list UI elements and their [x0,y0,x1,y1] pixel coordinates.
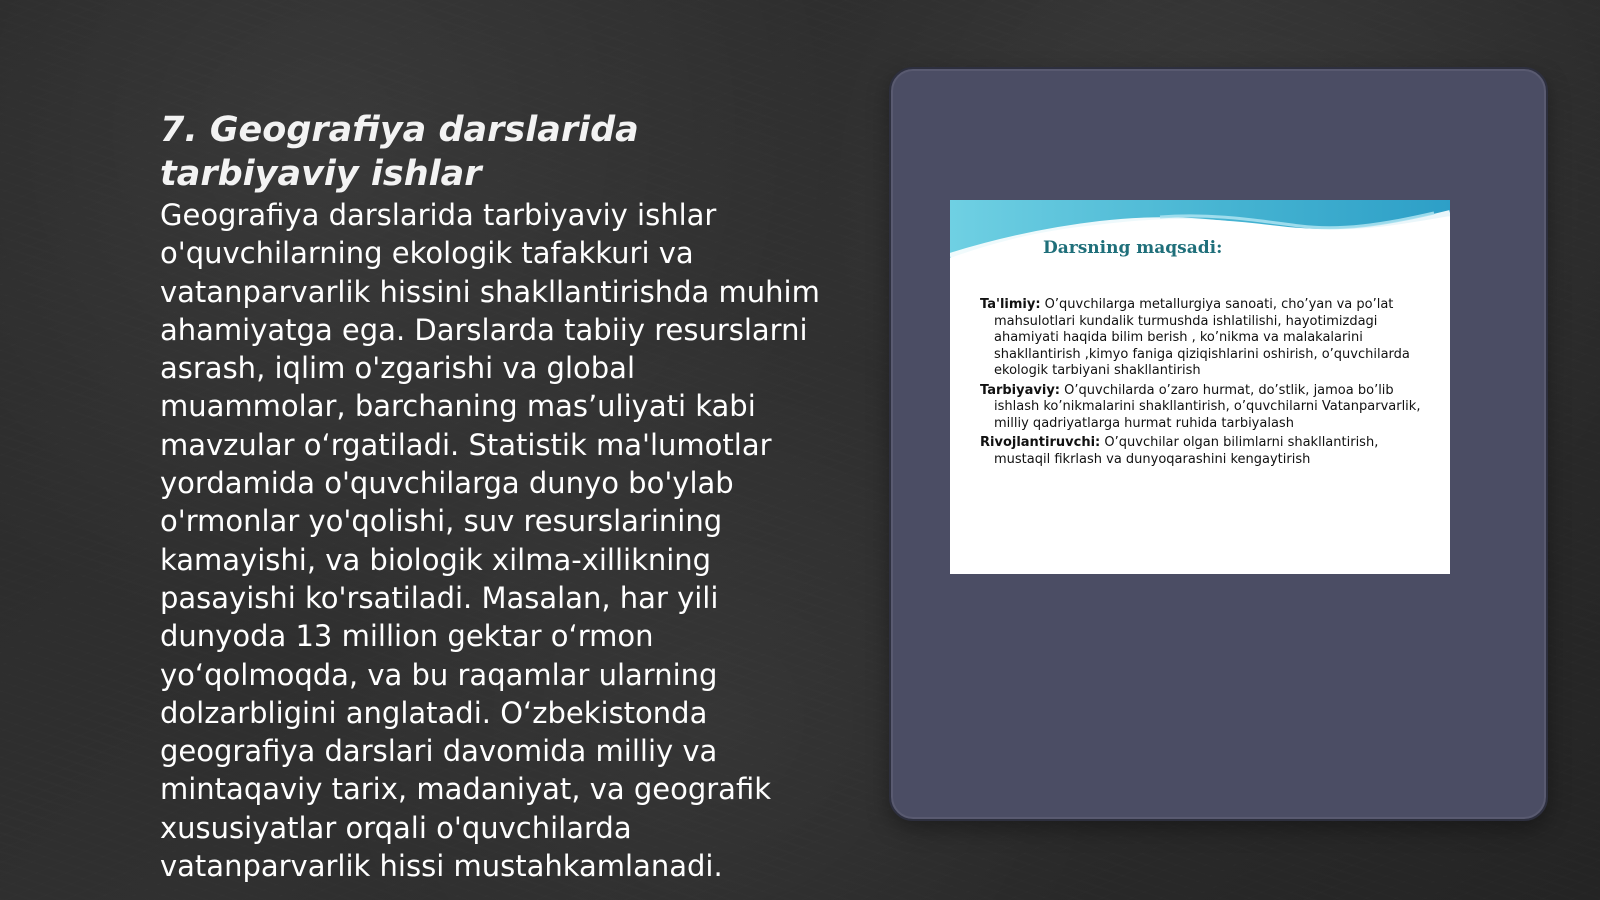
objective-talimiy [980,297,1430,380]
objective-label: Ta'limiy: [980,297,1041,312]
slide-content [160,108,825,885]
objective-label: Rivojlantiruvchi: [980,435,1101,450]
embedded-slide-title: Darsning maqsadi: [1043,238,1223,258]
objective-text: O’quvchilar olgan bilimlarni shakllantirish, mustaqil fikrlash va dunyoqarashini kengaytirish [994,435,1379,467]
slide-title: 7. Geografiya darslarida tarbiyaviy ishlar [160,110,639,194]
objective-text: O’quvchilarda o’zaro hurmat, do’stlik, jamoa bo’lib ishlash ko’nikmalarini shakllantirish, o’quvchilarni Vatanparvarlik, milliy qadriyatlarga hurmat ruhida tarbiyalash [994,382,1421,431]
slide-body-text: Geografiya darslarida tarbiyaviy ishlar o'quvchilarning ekologik tafakkuri va vatanparvarlik hissini shakllantirishda muhim ahamiyatga ega. Darslarda tabiiy resurslarni asrash, iqlim o'zgarishi va global muammolar, barchaning mas’uliyati kabi mavzular o‘rgatiladi. Statistik ma'lumotlar yordamida o'quvchilarga dunyo bo'ylab o'rmonlar yo'qolishi, suv resurslarining kamayishi, va biologik xilma-xillikning pasayishi ko'rsatiladi. Masalan, har yili dunyoda 13 million gektar o‘rmon yo‘qolmoqda, va bu raqamlar ularning dolzarbligini anglatadi. O‘zbekistonda geografiya darslari davomida milliy va mintaqaviy tarix, madaniyat, va geografik xususiyatlar orqali o'quvchilarda vatanparvarlik hissi mustahkamlanadi. [160,198,820,884]
objective-tarbiyaviy [980,383,1430,433]
objective-text: O’quvchilarga metallurgiya sanoati, cho’yan va po’lat mahsulotlari kundalik turmushda ishlatilishi, hayotimizdagi ahamiyati haqida bilim berish , ko’nikma va malakalarini shakllantirish ,kimyo faniga qiziqishlarini oshirish, o’quvchilarda ekologik tarbiyani shakllantirish [994,297,1410,378]
objective-rivojlantiruvchi [980,435,1430,468]
objectives-list [980,297,1430,471]
embedded-lesson-slide [950,200,1450,574]
objective-label: Tarbiyaviy: [980,382,1060,398]
